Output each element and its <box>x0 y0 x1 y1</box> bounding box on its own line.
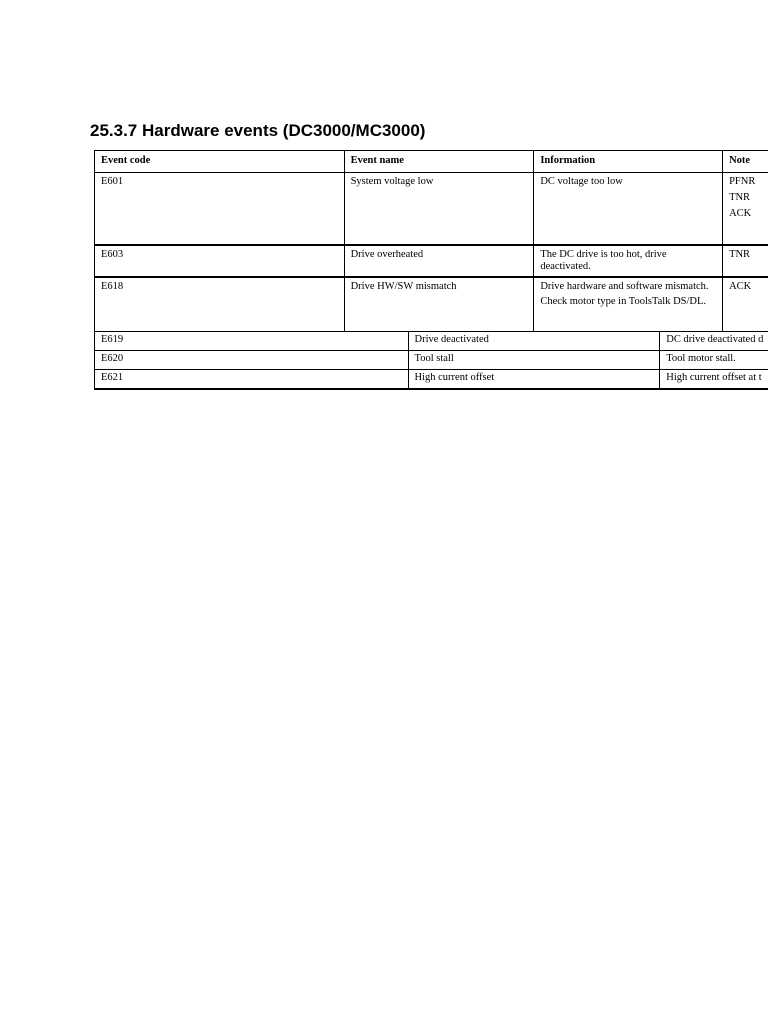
table-row <box>95 332 768 351</box>
event-name-cell: Drive HW/SW mismatch <box>344 277 534 332</box>
note-cell <box>723 173 768 245</box>
note-line: ACK <box>729 208 752 219</box>
event-name-cell: Drive overheated <box>344 245 534 277</box>
event-name-cell: High current offset <box>408 370 660 389</box>
header-event-code: Event code <box>95 151 345 173</box>
information-cell: High current offset at t <box>660 370 768 389</box>
event-name-cell: System voltage low <box>344 173 534 245</box>
information-line: Drive hardware and software mismatch. <box>540 280 709 292</box>
information-line: DC voltage too low <box>540 176 623 187</box>
table-row <box>95 277 768 332</box>
header-event-name: Event name <box>344 151 534 173</box>
section-heading: 25.3.7 Hardware events (DC3000/MC3000) <box>90 121 426 140</box>
event-code-cell: E620 <box>95 351 409 370</box>
event-code-cell: E618 <box>95 277 345 332</box>
note-cell <box>723 277 768 332</box>
event-code-cell: E619 <box>95 332 409 351</box>
note-line: TNR <box>729 248 751 260</box>
information-cell <box>534 277 723 332</box>
events-main-table <box>94 150 768 332</box>
information-line: The DC drive is too hot, drive deactivated. <box>540 248 667 272</box>
events-sub-table <box>94 331 768 390</box>
note-cell <box>723 245 768 277</box>
information-cell: DC drive deactivated d <box>660 332 768 351</box>
note-line: TNR <box>729 192 751 203</box>
table-header-row <box>95 151 768 173</box>
hardware-events-table <box>94 150 768 390</box>
information-line: Check motor type in ToolsTalk DS/DL. <box>540 296 707 307</box>
table-row <box>95 173 768 245</box>
information-cell <box>534 245 723 277</box>
event-name-cell: Drive deactivated <box>408 332 660 351</box>
event-code-cell: E621 <box>95 370 409 389</box>
header-information: Information <box>534 151 723 173</box>
event-code-cell: E603 <box>95 245 345 277</box>
information-cell <box>534 173 723 245</box>
header-note: Note <box>723 151 768 173</box>
note-line: PFNR <box>729 176 756 187</box>
event-name-cell: Tool stall <box>408 351 660 370</box>
note-line: ACK <box>729 280 752 292</box>
table-row <box>95 245 768 277</box>
event-code-cell: E601 <box>95 173 345 245</box>
table-row <box>95 351 768 370</box>
information-cell: Tool motor stall. <box>660 351 768 370</box>
table-row <box>95 370 768 389</box>
